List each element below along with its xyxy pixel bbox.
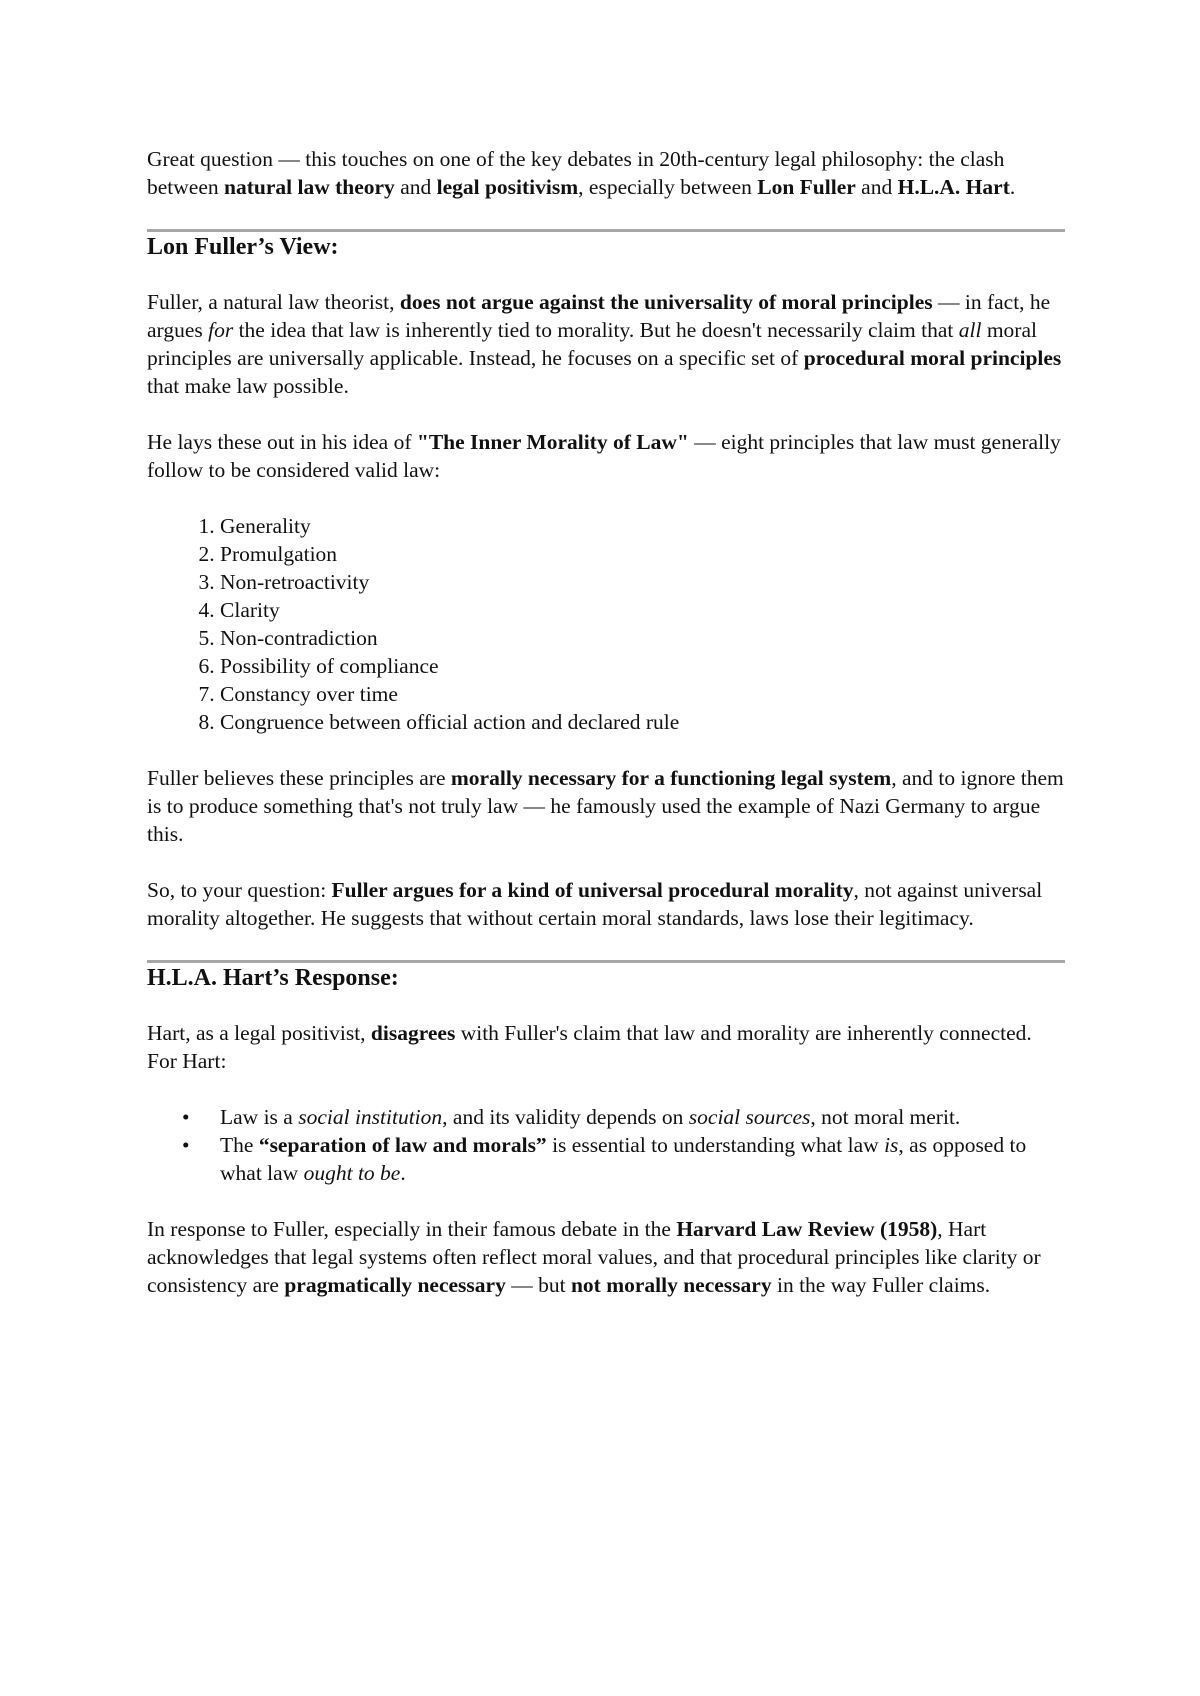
list-item: 4. Clarity: [220, 596, 1065, 624]
bullet-icon: •: [182, 1105, 190, 1129]
fuller-paragraph-3: [147, 764, 1065, 848]
principles-list: [147, 512, 1065, 736]
inner-morality-title: "The Inner Morality of Law": [416, 430, 689, 454]
intro-text: and: [855, 175, 898, 199]
bold-phrase: disagrees: [370, 1021, 456, 1045]
legal-positivism-term: legal positivism: [436, 175, 579, 199]
paragraph-text: The: [220, 1133, 259, 1157]
hart-name: H.L.A. Hart: [897, 175, 1010, 199]
paragraph-text: with Fuller's claim that law and morality are inherently connected. For Hart:: [147, 1021, 1032, 1073]
bold-phrase: does not argue against the universality of moral principles: [399, 290, 933, 314]
paragraph-text: , as opposed to what law: [220, 1133, 1027, 1185]
paragraph-text: , not moral merit.: [810, 1105, 961, 1129]
paragraph-text: .: [400, 1161, 406, 1185]
paragraph-text: He lays these out in his idea of: [147, 430, 417, 454]
hart-points-list: [147, 1103, 1065, 1187]
list-item: 5. Non-contradiction: [220, 624, 1065, 652]
bold-phrase: Harvard Law Review (1958): [676, 1217, 938, 1241]
document-page: [147, 145, 1065, 1327]
natural-law-theory-term: natural law theory: [224, 175, 395, 199]
intro-text: Great question — this touches on one of the key debates in 20th-century legal philosophy: the clash between: [147, 147, 1005, 199]
paragraph-text: Law is a: [220, 1105, 299, 1129]
italic-word: all: [958, 318, 982, 342]
italic-phrase: ought to be: [303, 1161, 401, 1185]
paragraph-text: Hart, as a legal positivist,: [147, 1021, 371, 1045]
fuller-paragraph-4: [147, 876, 1065, 932]
paragraph-text: , and to ignore them is to produce something that's not truly law — he famously used the example of Nazi Germany to argue this.: [147, 766, 1064, 846]
italic-phrase: social institution: [298, 1105, 443, 1129]
paragraph-text: Fuller believes these principles are: [147, 766, 451, 790]
paragraph-text: So, to your question:: [147, 878, 332, 902]
bold-phrase: “separation of law and morals”: [258, 1133, 547, 1157]
bold-phrase: pragmatically necessary: [284, 1273, 506, 1297]
list-item: 1. Generality: [220, 512, 1065, 540]
bullet-icon: •: [182, 1133, 190, 1157]
fuller-paragraph-2: [147, 428, 1065, 484]
italic-phrase: social sources: [688, 1105, 811, 1129]
italic-word: for: [208, 318, 234, 342]
intro-text: .: [1009, 175, 1016, 199]
paragraph-text: Fuller, a natural law theorist,: [147, 290, 400, 314]
paragraph-text: — but: [505, 1273, 571, 1297]
intro-text: and: [394, 175, 437, 199]
list-item: 7. Constancy over time: [220, 680, 1065, 708]
paragraph-text: — in fact, he argues: [147, 290, 1051, 342]
paragraph-text: , and its validity depends on: [442, 1105, 689, 1129]
paragraph-text: is essential to understanding what law: [546, 1133, 885, 1157]
paragraph-text: the idea that law is inherently tied to morality. But he doesn't necessarily claim that: [233, 318, 959, 342]
paragraph-text: that make law possible.: [147, 374, 349, 398]
hart-section-heading: H.L.A. Hart’s Response:: [147, 965, 399, 991]
paragraph-text: in the way Fuller claims.: [771, 1273, 991, 1297]
bold-phrase: not morally necessary: [570, 1273, 772, 1297]
list-item: 6. Possibility of compliance: [220, 652, 1065, 680]
paragraph-text: — eight principles that law must generally follow to be considered valid law:: [147, 430, 1061, 482]
bold-phrase: Fuller argues for a kind of universal procedural morality: [331, 878, 854, 902]
italic-word: is: [884, 1133, 899, 1157]
paragraph-text: moral principles are universally applicable. Instead, he focuses on a specific set of: [147, 318, 1037, 370]
intro-text: , especially between: [578, 175, 758, 199]
list-item: [182, 1131, 1065, 1187]
bold-phrase: procedural moral principles: [803, 346, 1062, 370]
paragraph-text: , not against universal morality altogether. He suggests that without certain moral standards, laws lose their legitimacy.: [147, 878, 1043, 930]
fuller-section-heading: Lon Fuller’s View:: [147, 234, 339, 260]
list-item: 8. Congruence between official action and declared rule: [220, 708, 1065, 736]
list-item: 3. Non-retroactivity: [220, 568, 1065, 596]
fuller-paragraph-1: [147, 288, 1065, 400]
lon-fuller-name: Lon Fuller: [757, 175, 856, 199]
paragraph-text: , Hart acknowledges that legal systems often reflect moral values, and that procedural principles like clarity or consistency are: [147, 1217, 1041, 1297]
intro-paragraph: [147, 145, 1065, 201]
paragraph-text: In response to Fuller, especially in their famous debate in the: [147, 1217, 677, 1241]
hart-paragraph-1: [147, 1019, 1065, 1075]
bold-phrase: morally necessary for a functioning legal system: [450, 766, 892, 790]
list-item: 2. Promulgation: [220, 540, 1065, 568]
list-item: [182, 1103, 1065, 1131]
hart-paragraph-2: [147, 1215, 1065, 1299]
